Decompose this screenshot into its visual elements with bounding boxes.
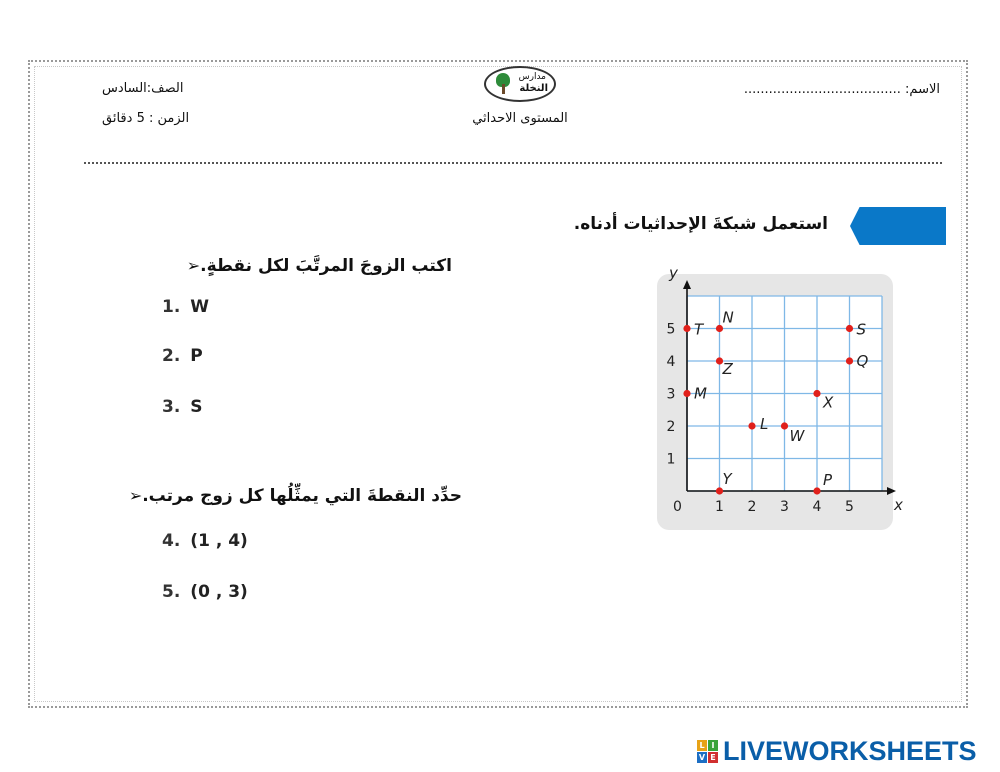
point-w: [781, 422, 788, 429]
question-1: 1. W: [162, 297, 210, 317]
grade-label: الصف:السادس: [102, 81, 184, 96]
point-label-x: X: [823, 393, 834, 412]
x-tick-label: 4: [812, 499, 822, 515]
y-tick-label: 3: [666, 386, 676, 403]
y-tick-label: 4: [666, 354, 676, 370]
point-label-m: M: [694, 384, 707, 403]
header-divider: [84, 162, 942, 164]
question-3: 3. S: [162, 397, 203, 417]
y-axis-label: y: [669, 264, 678, 282]
point-p: [813, 487, 820, 494]
point-l: [748, 422, 755, 429]
coordinate-grid-chart: [657, 264, 903, 530]
arrow-bullet-icon: ➢: [128, 486, 143, 505]
x-tick-label: 2: [747, 499, 757, 515]
point-label-w: W: [789, 427, 805, 445]
question-2: 2. P: [162, 346, 203, 366]
point-s: [846, 325, 853, 332]
liveworksheets-brand: LIVEWORKSHEETS: [723, 736, 977, 766]
y-tick-label: 1: [666, 451, 676, 468]
point-label-q: Q: [856, 352, 869, 370]
point-label-p: P: [823, 471, 833, 489]
question-5: 5. (0 , 3): [162, 582, 248, 602]
point-label-z: Z: [722, 360, 733, 378]
point-label-y: Y: [722, 470, 732, 488]
point-t: [683, 325, 690, 332]
logo-text-line2: النخلة: [519, 83, 548, 94]
liveworksheets-logo-icon: L I V E: [697, 740, 719, 764]
instruction-text: استعمل شبكةَ الإحداثيات أدناه.: [573, 214, 828, 234]
topic-title: المستوى الاحداثي: [472, 111, 568, 126]
instruction-banner: [850, 207, 946, 245]
point-label-n: N: [722, 308, 734, 327]
x-tick-label: 5: [845, 499, 854, 515]
point-label-l: L: [760, 415, 769, 433]
x-tick-label: 0: [673, 499, 682, 515]
y-axis-arrow-icon: [683, 280, 691, 289]
time-label: الزمن : 5 دقائق: [102, 111, 190, 126]
question-4: 4. (1 , 4): [162, 531, 248, 551]
y-tick-label: 5: [666, 321, 676, 338]
y-tick-label: 2: [666, 419, 676, 435]
x-tick-label: 3: [780, 499, 789, 515]
point-q: [846, 357, 853, 364]
x-axis-label: x: [894, 496, 903, 514]
school-logo: [484, 66, 556, 102]
point-label-s: S: [856, 320, 867, 339]
point-y: [716, 487, 723, 494]
logo-text-line1: مدارس: [518, 72, 546, 82]
point-label-t: T: [694, 320, 704, 339]
section2-heading: حدِّد النقطةَ التي يمثِّلُها كل زوج مرتب.➢: [128, 486, 462, 506]
point-m: [683, 390, 690, 397]
x-tick-label: 1: [715, 499, 724, 515]
name-field-label: الاسم: ......................................: [743, 82, 940, 97]
arrow-bullet-icon: ➢: [186, 256, 201, 275]
section1-heading: اكتب الزوجَ المرتَّبَ لكل نقطةٍ.➢: [186, 256, 452, 276]
point-x: [813, 390, 820, 397]
